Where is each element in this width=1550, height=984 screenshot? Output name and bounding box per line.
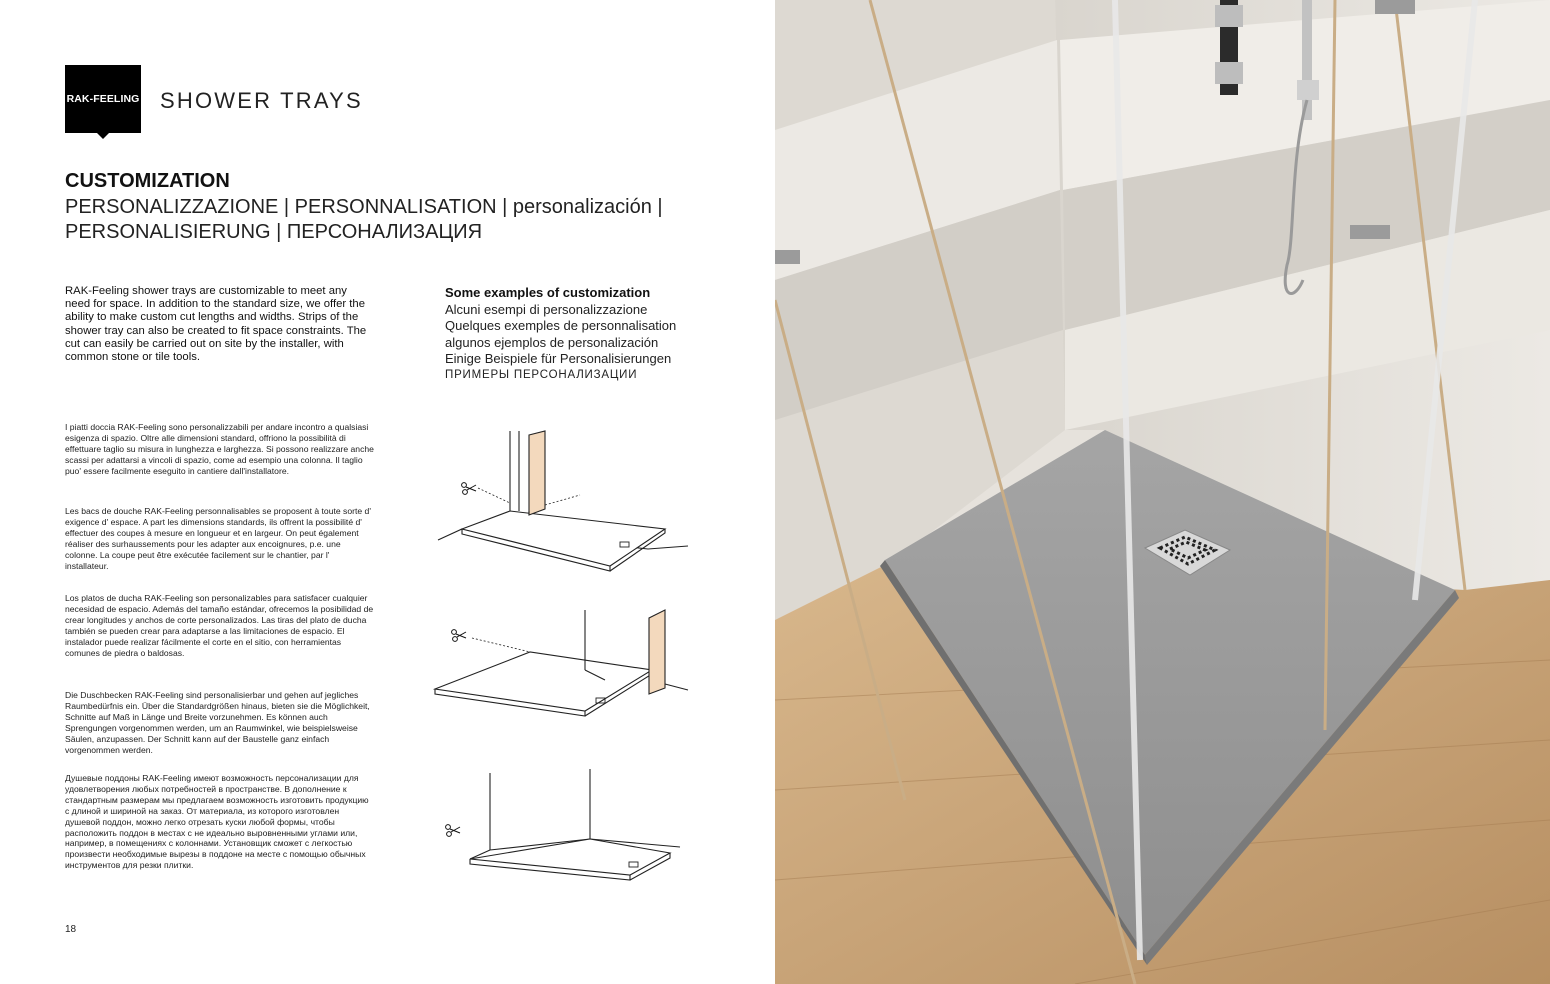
brand-logo-notch [96,132,110,139]
intro-text: RAK-Feeling shower trays are customizable to meet any need for space. In addition to the standard size, we offer the ability to make custom cut lengths and widths. Strips of the shower tray can also be created to fit space constraints. The cut can easily be carried out on site by the installer, with common stone or tile tools. [65,285,367,364]
paragraph-it: I piatti doccia RAK-Feeling sono personalizzabili per andare incontro a qualsiasi esigenza di spazio. Oltre alle dimensioni standard, offriono la possibilità di effettuare taglio su misura in lunghezza e larghezza. Si possono realizzare anche scassi per adattarsi a vincoli di spazio, come ad esempio una colonna. Il taglio puo' essere facilmente eseguito in cantiere dall'installatore. [65,422,374,476]
examples-title: Some examples of customization [445,285,651,300]
subheading-line-1: PERSONALIZZAZIONE | PERSONNALISATION | personalización | [65,196,663,218]
shower-tray-photo [775,0,1550,984]
section-title: SHOWER TRAYS [160,88,363,113]
subheading-line-2: PERSONALISIERUNG | ПЕРСОНАЛИЗАЦИЯ [65,220,483,243]
scissors-icon [462,483,476,495]
examples-de: Einige Beispiele für Personalisierungen [445,351,672,366]
page-heading: CUSTOMIZATION [65,170,230,192]
paragraph-fr: Les bacs de douche RAK-Feeling personnalisables se proposent à toute sorte d' exigence d' espace. A part les dimensions standards, ils offrent la possibilité d' effectuer des coupes à mesure en longueur et en largeur. On peut également réaliser des surhaussements pour les adapter aux encoignures, p.e. une colonne. La coupe peut être exécutée facilement sur le chantier, par l' installateur. [65,506,371,571]
page-number: 18 [65,924,77,935]
examples-it: Alcuni esempi di personalizzazione [445,302,648,317]
shower-enclosure-illustration [775,0,1550,984]
examples-fr: Quelques exemples de personnalisation [445,318,677,333]
examples-es: algunos ejemplos de personalización [445,335,659,350]
brand-logo [65,65,141,133]
scissors-icon [452,630,466,642]
scissors-icon [446,825,460,837]
examples-ru: ПРИМЕРЫ ПЕРСОНАЛИЗАЦИИ [445,369,638,381]
customization-diagram-2 [430,600,700,740]
brand-logo-text: RAK-FEELING [66,93,140,105]
customization-diagram-3 [430,765,700,885]
paragraph-ru: Душевые поддоны RAK-Feeling имеют возможность персонализации для удовлетворения любых потребностей в пространстве. В дополнение к стандартным размерам мы предлагаем возможность изготовить продукцию с длиной и шириной на заказ. От материала, из которого изготовлен душевой поддон, можно легко отрезать куски любой формы, чтобы расположить поддон в местах с не идеально выровненными углами или, например, в помещениях с колоннами. Установщик сможет с легкостью произвести необходимые вырезы в поддоне на месте с помощью обычных инструментов для резки плитки. [65,773,369,871]
paragraph-es: Los platos de ducha RAK-Feeling son personalizables para satisfacer cualquier necesidad de espacio. Además del tamaño estándar, ofrecemos la posibilidad de crear longitudes y anchos de corte personalizados. Las tiras del plato de ducha también se pueden crear para adaptarse a las limitaciones de espacio. El instalador puede realizar fácilmente el corte en el sitio, con herramientas comunes de piedra o baldosas. [65,593,374,658]
paragraph-de: Die Duschbecken RAK-Feeling sind personalisierbar und gehen auf jegliches Raumbedürfnis ein. Über die Standardgrößen hinaus, bieten sie die Möglichkeit, Schnitte auf Maß in Länge und Breite vorzunehmen. Es können auch Sprengungen vorgenommen werden, um an Raumwinkel, wie beispielsweise Säulen, anzupassen. Der Schnitt kann auf der Baustelle ganz einfach vorgenommen werden. [65,690,370,755]
customization-diagram-1 [430,425,700,575]
page-subheading [65,195,725,244]
